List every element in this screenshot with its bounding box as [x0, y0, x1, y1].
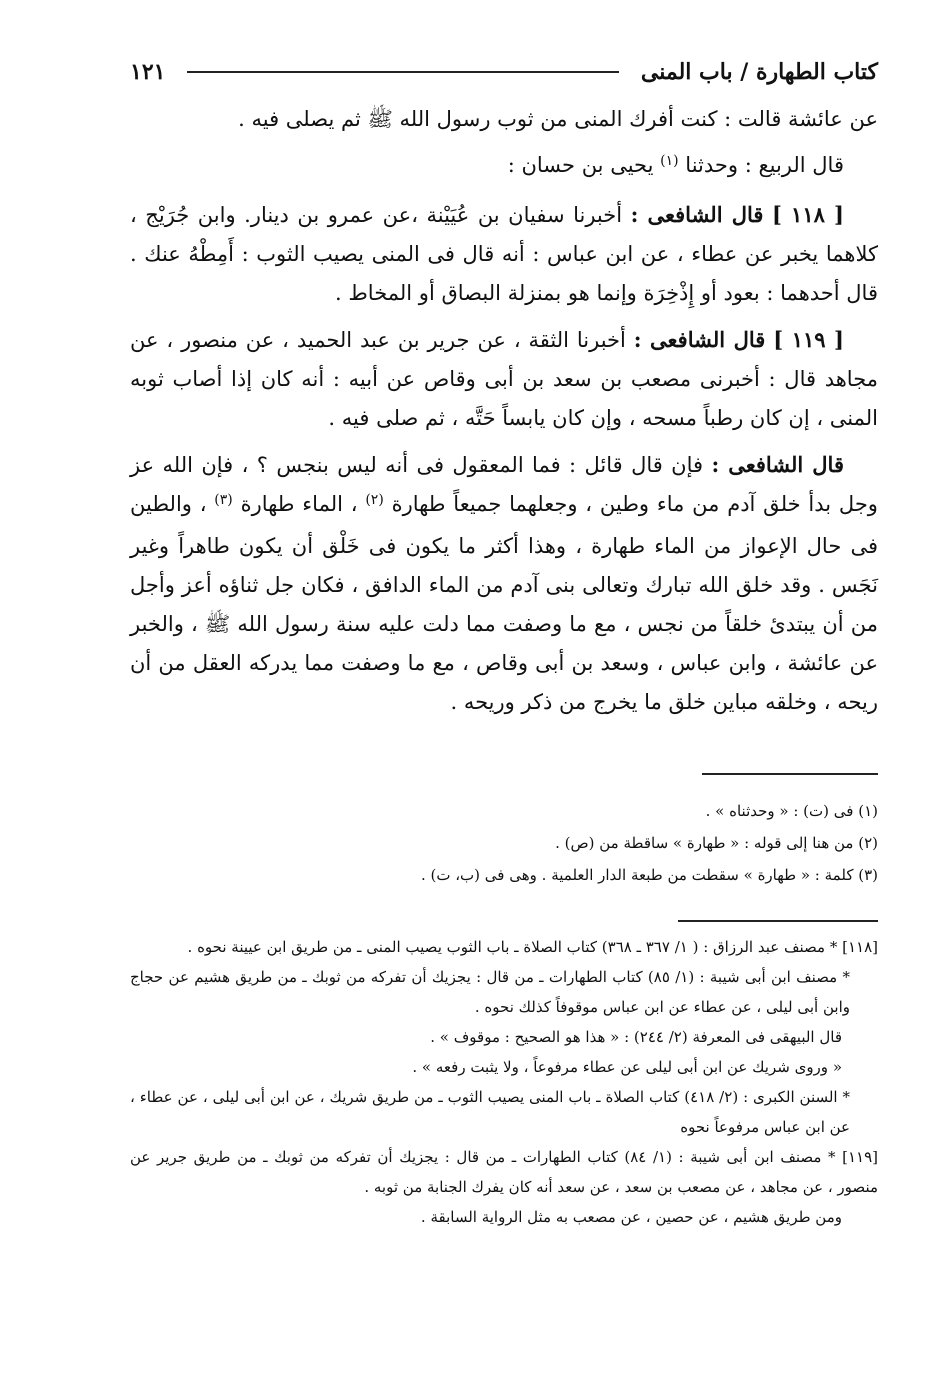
- paragraph-119: [130, 320, 878, 438]
- footnotes: [130, 795, 878, 891]
- paragraph-text: قال الربيع : وحدثنا: [685, 153, 844, 177]
- page-header: [130, 52, 878, 92]
- paragraph-aisha: [130, 100, 878, 139]
- speaker: قال الشافعى :: [711, 452, 844, 477]
- paragraph-rabi: [130, 146, 878, 188]
- running-title: كتاب الطهارة / باب المنى: [640, 59, 878, 85]
- takhrij-sources: [130, 932, 878, 1232]
- speaker: قال الشافعى :: [630, 202, 764, 227]
- source-quote: قال البيهقى فى المعرفة (٢/ ٢٤٤) : « هذا هو الصحيح : موقوف » .: [430, 1028, 842, 1046]
- speaker: قال الشافعى :: [633, 327, 766, 352]
- footnote-1: (١) فى (ت) : « وحدثناه » .: [705, 802, 878, 820]
- main-text: [130, 100, 878, 729]
- footnote-3: (٣) كلمة : « طهارة » سقطت من طبعة الدار العلمية . وهى فى (ب، ت) .: [420, 866, 878, 884]
- footnote-rule: [702, 773, 878, 775]
- source-quote: « وروى شريك عن ابن أبى ليلى عن عطاء مرفوعاً ، ولا يثبت رفعه » .: [412, 1058, 842, 1076]
- paragraph-text: يحيى بن حسان :: [507, 153, 654, 177]
- source-entry: ومن طريق هشيم ، عن حصين ، عن مصعب به مثل الرواية السابقة .: [420, 1208, 842, 1226]
- paragraph-text: أخبرنا سفيان بن عُيَيْنة ،عن عمرو بن دينار. وابن جُرَيْج ، كلاهما يخبر عن عطاء ، عن ابن عباس : أنه قال فى المنى يصيب الثوب : أَمِطْهُ عنك . قال أحدهما : بعود أو إِذْخِرَة وإنما هو بمنزلة البصاق أو المخاط .: [130, 203, 878, 305]
- paragraph-text: أخبرنا الثقة ، عن جرير بن عبد الحميد ، عن منصور ، عن مجاهد قال : أخبرنى مصعب بن سعد بن أبى وقاص عن أبيه : أنه كان إذا أصاب ثوبه المنى ، إن كان رطباً مسحه ، وإن كان يابساً حَتَّه ، ثم صلى فيه .: [130, 328, 878, 430]
- paragraph-text: عن عائشة قالت : كنت أفرك المنى من ثوب رسول الله ﷺ ثم يصلى فيه .: [238, 107, 878, 131]
- source-entry: * مصنف ابن أبى شيبة : (١/ ٨٥) كتاب الطهارات ـ من قال : يجزيك أن تفركه من ثوبك ـ من طريق هشيم عن حجاج وابن أبى ليلى ، عن عطاء عن ابن عباس موقوفاً كذلك نحوه .: [130, 968, 850, 1016]
- source-entry: * السنن الكبرى : (٢/ ٤١٨) كتاب الصلاة ـ باب المنى يصيب الثوب ـ من طريق شريك ، عن ابن أبى ليلى ، عن عطاء ، عن ابن عباس مرفوعاً نحوه: [130, 1088, 851, 1136]
- source-entry-118: [١١٨] * مصنف عبد الرزاق : ( ١/ ٣٦٧ ـ ٣٦٨) كتاب الصلاة ـ باب الثوب يصيب المنى ـ من طريق ابن عيينة نحوه .: [187, 938, 878, 956]
- footnote-ref-3[interactable]: (٣): [214, 492, 233, 508]
- paragraph-text: ، والطين فى حال الإعواز من الماء طهارة ، وهذا أكثر ما يكون فى خَلْق أن يكون طاهراً وغير نَجَس . وقد خلق الله تبارك وتعالى بنى آدم من الماء الدافق ، فكان جل ثناؤه أعز وأجل من أن يبتدئ خلقاً من نجس ، مع ما وصفت مما دلت عليه سنة رسول الله ﷺ ، والخبر عن عائشة ، وابن عباس ، وسعد بن أبى وقاص ، مع ما وصفت مما يدركه العقل من أن ريحه ، وخلقه مباين خلق ما يخرج من ذكر وريحه .: [130, 492, 878, 714]
- narration-number: [ ١١٨ ]: [771, 202, 844, 227]
- sources-rule: [678, 920, 878, 922]
- page-number: ١٢١: [130, 59, 166, 85]
- header-rule: [187, 71, 618, 73]
- source-entry-119: [١١٩] * مصنف ابن أبى شيبة : (١/ ٨٤) كتاب الطهارات ـ من قال : يجزيك أن تفركه من ثوبك ـ من طريق جرير عن منصور ، عن مجاهد ، عن مصعب بن سعد ، عن سعد أنه كان يفرك الجنابة من ثوبه .: [130, 1148, 879, 1196]
- footnote-2: (٢) من هنا إلى قوله : « طهارة » ساقطة من (ص) .: [555, 834, 878, 852]
- paragraph-118: [130, 195, 878, 313]
- paragraph-shafii: [130, 445, 878, 722]
- paragraph-text: فإن قال قائل : فما المعقول فى أنه ليس بنجس ؟ ، فإن الله عز وجل بدأ خلق آدم من ماء وطين ، وجعلهما جميعاً طهارة: [130, 453, 878, 516]
- footnote-ref-1[interactable]: (١): [660, 153, 679, 169]
- paragraph-text: ، الماء طهارة: [240, 492, 358, 516]
- footnote-ref-2[interactable]: (٢): [365, 492, 384, 508]
- narration-number: [ ١١٩ ]: [773, 327, 844, 352]
